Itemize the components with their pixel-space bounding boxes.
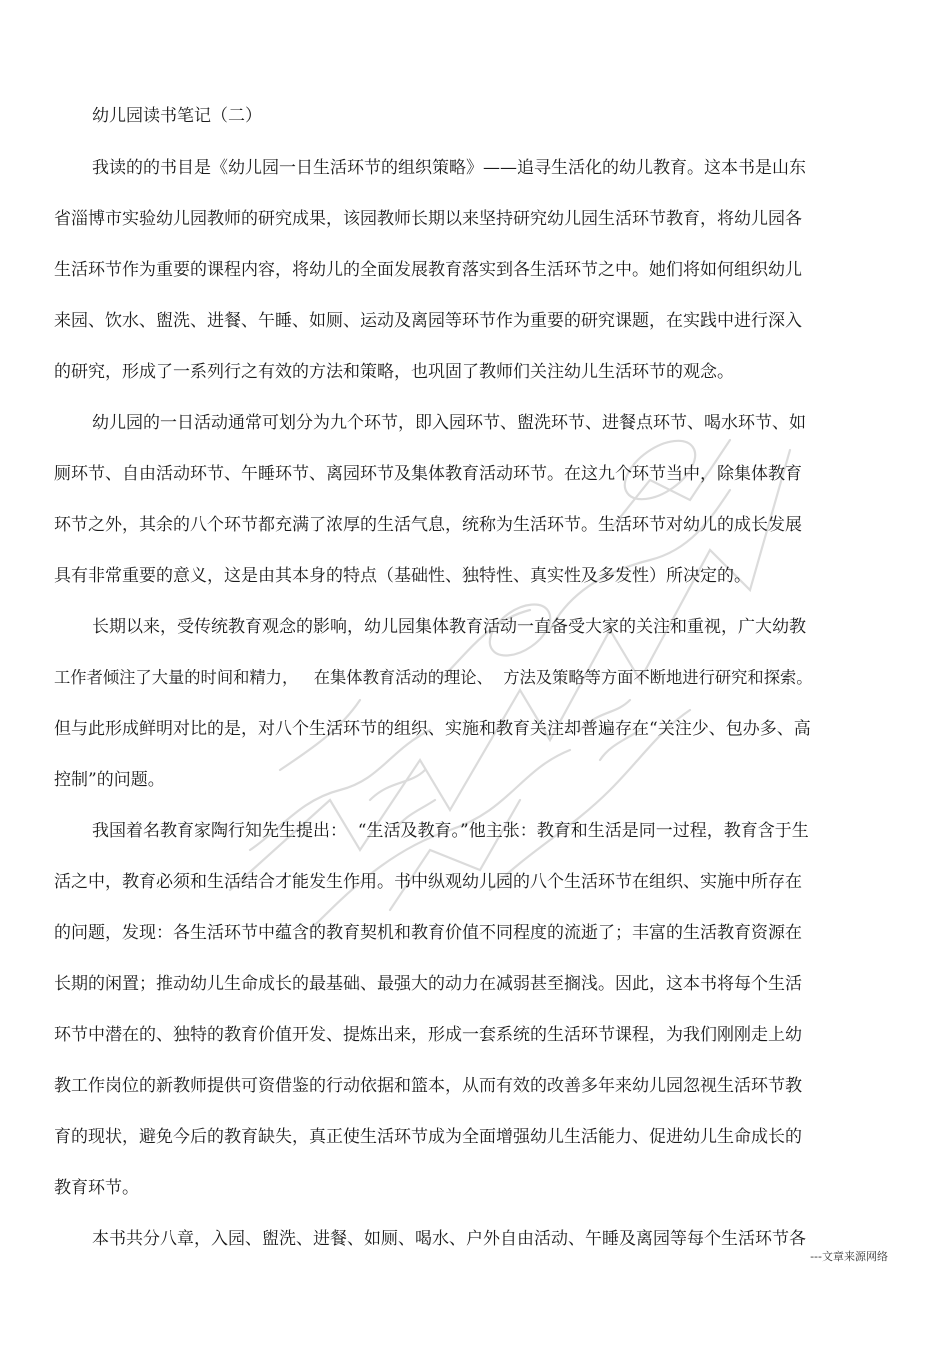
- paragraph-line: 我读的的书目是《幼儿园一日生活环节的组织策略》——追寻生活化的幼儿教育。这本书是山东: [92, 158, 806, 178]
- paragraph-line: 教工作岗位的新教师提供可资借鉴的行动依据和篮本，从而有效的改善多年来幼儿园忽视生活环节教: [54, 1076, 802, 1096]
- paragraph-line: 生活环节作为重要的课程内容，将幼儿的全面发展教育落实到各生活环节之中。她们将如何组织幼儿: [54, 260, 802, 280]
- paragraph-line: 环节之外，其余的八个环节都充满了浓厚的生活气息，统称为生活环节。生活环节对幼儿的成长发展: [54, 515, 802, 535]
- paragraph-line: 育的现状，避免今后的教育缺失，真正使生活环节成为全面增强幼儿生活能力、促进幼儿生命成长的: [54, 1127, 802, 1147]
- paragraph-line: 本书共分八章，入园、盥洗、进餐、如厕、喝水、户外自由活动、午睡及离园等每个生活环节各: [92, 1229, 806, 1249]
- paragraph-line: 长期以来，受传统教育观念的影响，幼儿园集体教育活动一直备受大家的关注和重视，广大幼教: [92, 617, 806, 637]
- paragraph-line: 我国着名教育家陶行知先生提出： “生活及教育。”他主张：教育和生活是同一过程，教育含于生: [92, 821, 809, 841]
- paragraph-line: 的问题，发现：各生活环节中蕴含的教育契机和教育价值不同程度的流逝了；丰富的生活教育资源在: [54, 923, 802, 943]
- paragraph-line: 但与此形成鲜明对比的是，对八个生活环节的组织、实施和教育关注却普遍存在“关注少、包办多、高: [54, 719, 811, 739]
- paragraph-line: 厕环节、自由活动环节、午睡环节、离园环节及集体教育活动环节。在这九个环节当中，除集体教育: [54, 464, 802, 484]
- source-footer: ---文章来源网络: [810, 1250, 888, 1263]
- paragraph-line: 活之中，教育必须和生活结合才能发生作用。书中纵观幼儿园的八个生活环节在组织、实施中所存在: [54, 872, 802, 892]
- paragraph-line: 工作者倾注了大量的时间和精力， 在集体教育活动的理论、 方法及策略等方面不断地进行研究和探索。: [54, 668, 813, 687]
- paragraph-line: 具有非常重要的意义，这是由其本身的特点（基础性、独特性、真实性及多发性）所决定的。: [54, 566, 751, 586]
- paragraph-line: 的研究，形成了一系列行之有效的方法和策略，也巩固了教师们关注幼儿生活环节的观念。: [54, 362, 734, 382]
- paragraph-line: 省淄博市实验幼儿园教师的研究成果，该园教师长期以来坚持研究幼儿园生活环节教育，将幼儿园各: [54, 209, 802, 229]
- document-title: 幼儿园读书笔记（二）: [92, 106, 262, 126]
- paragraph-line: 环节中潜在的、独特的教育价值开发、提炼出来，形成一套系统的生活环节课程，为我们刚刚走上幼: [54, 1025, 802, 1045]
- paragraph-line: 长期的闲置；推动幼儿生命成长的最基础、最强大的动力在减弱甚至搁浅。因此，这本书将每个生活: [54, 974, 802, 994]
- paragraph-line: 幼儿园的一日活动通常可划分为九个环节，即入园环节、盥洗环节、进餐点环节、喝水环节、如: [92, 413, 806, 433]
- paragraph-line: 教育环节。: [54, 1178, 139, 1198]
- paragraph-line: 控制”的问题。: [54, 770, 165, 790]
- paragraph-line: 来园、饮水、盥洗、进餐、午睡、如厕、运动及离园等环节作为重要的研究课题，在实践中进行深入: [54, 311, 802, 331]
